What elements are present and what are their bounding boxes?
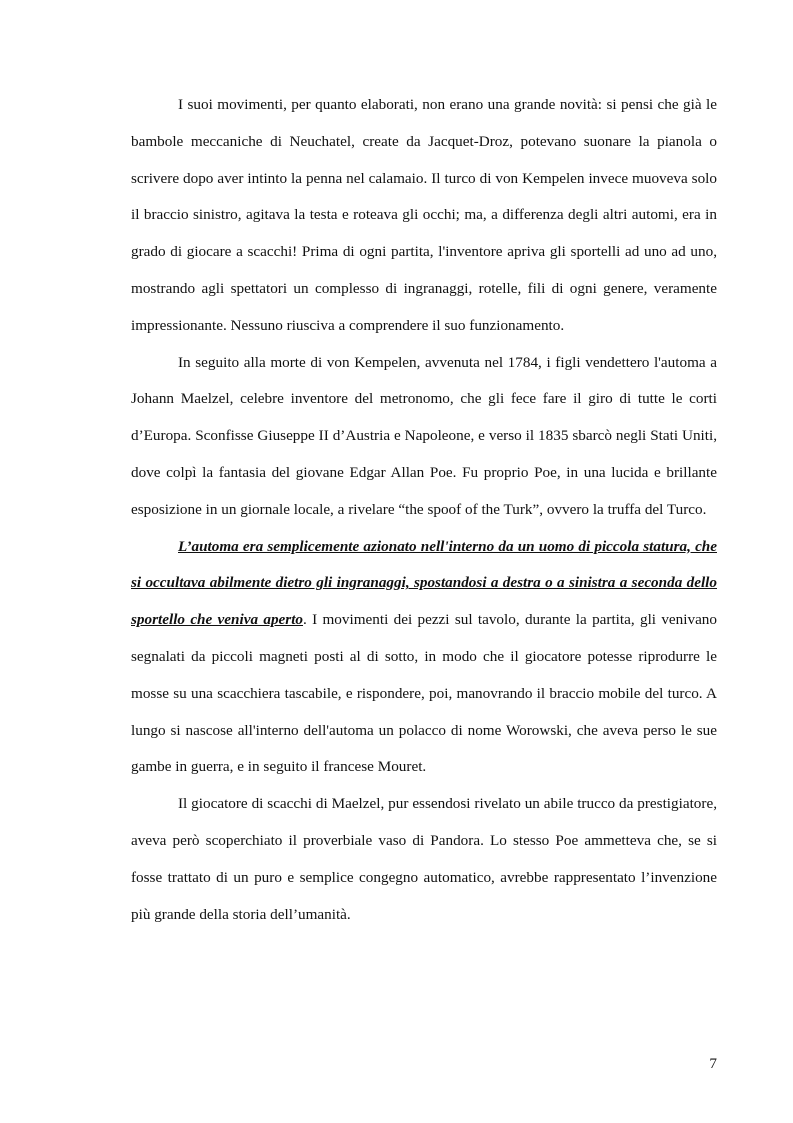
paragraph-text: I suoi movimenti, per quanto elaborati, non erano una grande novità: si pensi che già le bambole meccaniche di Neuchatel, create da Jacquet-Droz, potevano suonare la pianola o scrivere dopo aver intinto la penna nel calamaio. Il turco di von Kempelen invece muoveva solo il braccio sinistro, agitava la testa e roteava gli occhi; ma, a differenza degli altri automi, era in grado di giocare a scacchi! Prima di ogni partita, l'inventore apriva gli sportelli ad uno ad uno, mostrando agli spettatori un complesso di ingranaggi, rotelle, fili di ogni genere, veramente impressionante. Nessuno riusciva a comprendere il suo funzionamento. xyxy=(131,96,717,334)
page-body xyxy=(131,87,717,933)
paragraph-text: Il giocatore di scacchi di Maelzel, pur essendosi rivelato un abile trucco da prestigiatore, aveva però scoperchiato il proverbiale vaso di Pandora. Lo stesso Poe ammetteva che, se si fosse trattato di un puro e semplice congegno automatico, avrebbe rappresentato l’invenzione più grande della storia dell’umanità. xyxy=(131,795,717,923)
paragraph-text: In seguito alla morte di von Kempelen, avvenuta nel 1784, i figli vendettero l'automa a Johann Maelzel, celebre inventore del metronomo, che gli fece fare il giro di tutte le corti d’Europa. Sconfisse Giuseppe II d’Austria e Napoleone, e verso il 1835 sbarcò negli Stati Uniti, dove colpì la fantasia del giovane Edgar Allan Poe. Fu proprio Poe, in una lucida e brillante esposizione in un giornale locale, a rivelare “the spoof of the Turk”, ovvero la truffa del Turco. xyxy=(131,353,717,518)
paragraph-pandora xyxy=(131,786,717,933)
paragraph-automata-movements xyxy=(131,87,717,345)
paragraph-kempelen-death xyxy=(131,345,717,529)
emphasized-passage: L’automa era semplicemente azionato nell'interno da un uomo di piccola statura, che si occultava abilmente dietro gli ingranaggi, spostandosi a destra o a sinistra a seconda dello sportello che veniva aperto xyxy=(131,537,717,629)
paragraph-hidden-operator xyxy=(131,529,717,787)
paragraph-text: . I movimenti dei pezzi sul tavolo, durante la partita, gli venivano segnalati da piccoli magneti posti al di sotto, in modo che il giocatore potesse riprodurre le mosse su una scacchiera tascabile, e rispondere, poi, manovrando il braccio mobile del turco. A lungo si nascose all'interno dell'automa un polacco di nome Worowski, che aveva perso le sue gambe in guerra, e in seguito il francese Mouret. xyxy=(131,611,717,776)
page-number: 7 xyxy=(709,1055,717,1072)
